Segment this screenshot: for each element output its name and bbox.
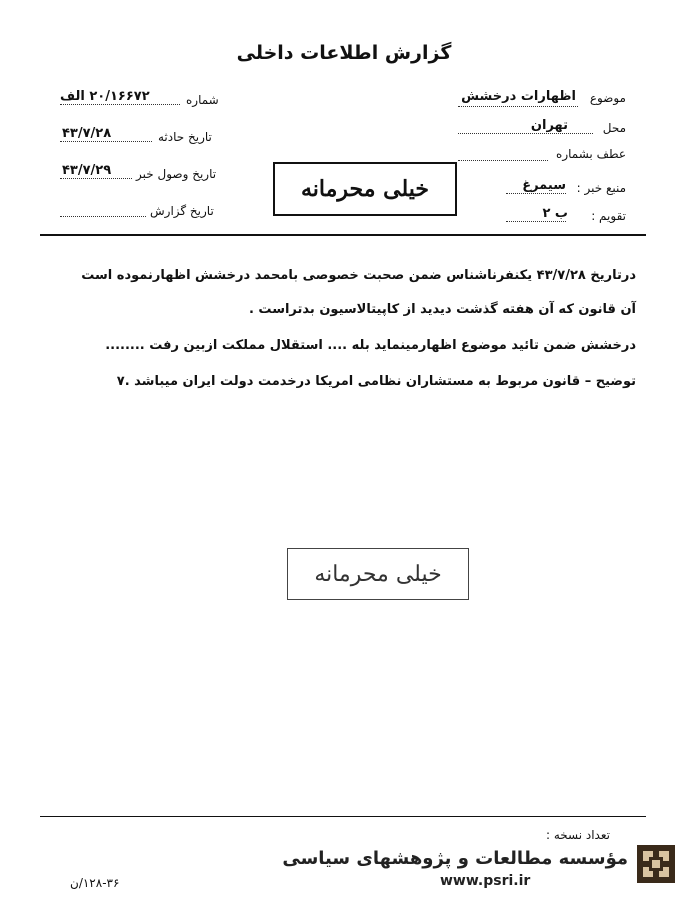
receipt-date-label: تاریخ وصول خبر — [136, 167, 217, 181]
receipt-date-dotline — [60, 178, 132, 179]
body-line-2: آن قانون که آن هفته گذشت دیدید از کاپیتالاسیون بدتراست . — [248, 302, 636, 317]
incident-date-dotline — [60, 141, 152, 142]
report-date-label: تاریخ گزارش — [150, 204, 214, 218]
body-line-1: درتاریخ ۴۳/۷/۲۸ یکنفرناشناس ضمن صحبت خصوصی بامحمد درخشش اظهارنموده است — [81, 268, 636, 283]
confidential-stamp-top: خیلی محرمانه — [273, 162, 457, 216]
receipt-date-value: ۴۳/۷/۲۹ — [62, 163, 112, 178]
place-value: تهران — [530, 118, 568, 133]
number-dotline — [60, 104, 180, 105]
reference-label: عطف بشماره — [556, 147, 626, 161]
place-label: محل — [602, 121, 626, 135]
institute-logo-icon-graphic — [637, 845, 675, 883]
header-divider — [40, 234, 646, 236]
watermark-org-name: مؤسسه مطالعات و پژوهشهای سیاسی — [282, 848, 628, 869]
calendar-label: تقویم : — [591, 209, 626, 223]
watermark-url: www.psri.ir — [440, 873, 531, 889]
subject-label: موضوع — [589, 91, 626, 105]
report-title: گزارش اطلاعات داخلی — [236, 42, 452, 64]
copies-label: تعداد نسخه : — [545, 828, 610, 842]
calendar-value: ب ۲ — [542, 206, 568, 221]
body-line-3: درخشش ضمن تائید موضوع اظهارمینماید بله .... استقلال مملکت ازبین رفت ........ — [105, 338, 636, 353]
source-value: سیمرغ — [522, 178, 566, 193]
document-code: ۱۲۸-۳۶/ن — [70, 876, 120, 890]
number-value: ۲۰/۱۶۶۷۲ الف — [60, 89, 150, 104]
source-dotline — [506, 193, 566, 194]
place-dotline — [458, 133, 593, 134]
source-label: منبع خبر : — [576, 181, 626, 195]
confidential-stamp-middle: خیلی محرمانه — [287, 548, 469, 600]
subject-dotline — [458, 106, 578, 107]
incident-date-value: ۴۳/۷/۲۸ — [62, 126, 112, 141]
subject-value: اظهارات درخشش — [461, 89, 576, 104]
number-label: شماره — [186, 93, 219, 107]
report-date-dotline — [60, 216, 146, 217]
footer-divider — [40, 816, 646, 817]
calendar-dotline — [506, 221, 566, 222]
reference-dotline — [458, 160, 548, 161]
incident-date-label: تاریخ حادثه — [158, 130, 212, 144]
institute-logo-icon — [637, 845, 675, 883]
body-line-4: توضیح – قانون مربوط به مستشاران نظامی امریکا درخدمت دولت ایران میباشد .۷ — [116, 374, 636, 389]
